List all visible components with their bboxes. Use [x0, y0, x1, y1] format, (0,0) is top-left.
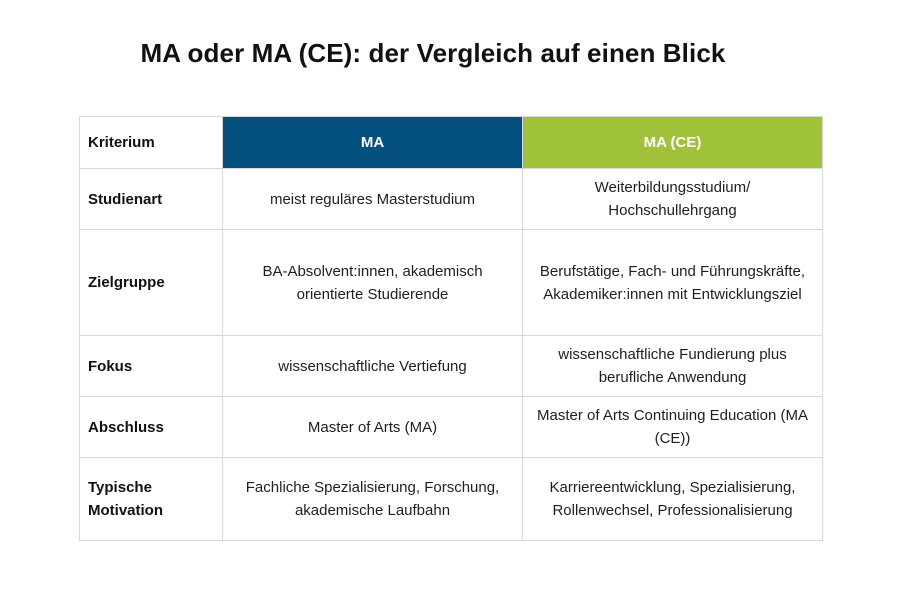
comparison-table [79, 116, 823, 541]
row-ma-value: BA-Absolvent:innen, akademisch orientierte Studierende [223, 230, 523, 336]
row-ma-value: meist reguläres Masterstudium [223, 169, 523, 230]
row-ma-value: wissenschaftliche Vertiefung [223, 336, 523, 397]
row-criterion: Studienart [80, 169, 223, 230]
table-row [80, 169, 823, 230]
table-row [80, 230, 823, 336]
row-criterion: Typische Motivation [80, 458, 223, 541]
header-ma: MA [223, 117, 523, 169]
row-ma-ce-value: Berufstätige, Fach- und Führungskräfte, Akademiker:innen mit Entwicklungsziel [523, 230, 823, 336]
table-row [80, 458, 823, 541]
row-ma-ce-value: Karriereentwicklung, Spezialisierung, Rollenwechsel, Professionalisierung [523, 458, 823, 541]
row-criterion: Abschluss [80, 397, 223, 458]
table-row [80, 397, 823, 458]
page-title: MA oder MA (CE): der Vergleich auf einen Blick [140, 38, 726, 68]
row-criterion: Fokus [80, 336, 223, 397]
table-row [80, 336, 823, 397]
header-ma-ce: MA (CE) [523, 117, 823, 169]
row-ma-ce-value: Weiterbildungsstudium/ Hochschullehrgang [523, 169, 823, 230]
row-ma-value: Fachliche Spezialisierung, Forschung, akademische Laufbahn [223, 458, 523, 541]
header-criterion: Kriterium [80, 117, 223, 169]
row-ma-ce-value: wissenschaftliche Fundierung plus berufliche Anwendung [523, 336, 823, 397]
row-ma-value: Master of Arts (MA) [223, 397, 523, 458]
row-criterion: Zielgruppe [80, 230, 223, 336]
row-ma-ce-value: Master of Arts Continuing Education (MA (CE)) [523, 397, 823, 458]
table-header-row [80, 117, 823, 169]
